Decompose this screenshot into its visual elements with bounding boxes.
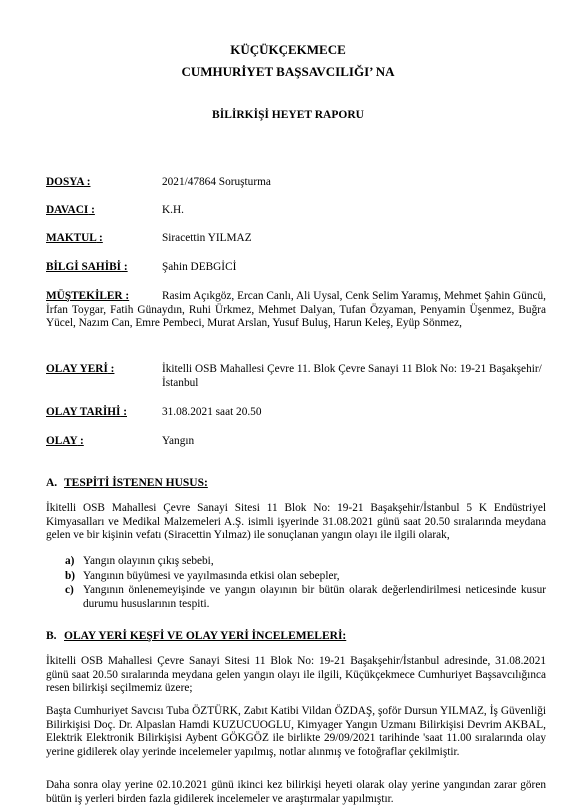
field-label: OLAY YERİ : bbox=[46, 363, 115, 375]
field-label: DAVACI : bbox=[46, 204, 95, 216]
field-label: MÜŞTEKİLER : bbox=[46, 290, 130, 302]
section-a-paragraph: İkitelli OSB Mahallesi Çevre Sanayi Sitesi 11 Blok No: 19-21 Başakşehir/İstanbul 5 K Endüstriyel Kimyasalları ve Medikal Malzemeleri A.Ş. isimli işyerinde 31.08.2021 günü saat 20.50 sıralarında meydana gelen ve bir kişinin vefatı (Siracettin Yılmaz) ile sonuçlanan yangın olayı ile ilgili olarak, bbox=[46, 502, 546, 542]
section-title: OLAY YERİ KEŞFİ VE OLAY YERİ İNCELEMELERİ: bbox=[64, 630, 347, 642]
list-item bbox=[65, 555, 546, 569]
list-item bbox=[65, 584, 546, 611]
field-value: K.H. bbox=[162, 204, 184, 216]
list-item-text: Yangının önlenemeyişinde ve yangın olayının bir bütün olarak değerlendirilmesi neticesinde kusur durumu hususlarının tespiti. bbox=[83, 584, 546, 610]
field-value: Siracettin YILMAZ bbox=[162, 232, 252, 244]
field-value: Yangın bbox=[162, 435, 195, 447]
list-marker: a) bbox=[65, 555, 75, 567]
field-label: OLAY TARİHİ : bbox=[46, 406, 127, 418]
field-label: DOSYA : bbox=[46, 176, 91, 188]
field-value: 31.08.2021 saat 20.50 bbox=[162, 406, 262, 418]
field-value: İkitelli OSB Mahallesi Çevre 11. Blok Çevre Sanayi 11 Blok No: 19-21 Başakşehir/İstanbul bbox=[162, 363, 542, 389]
field-label: OLAY : bbox=[46, 435, 84, 447]
section-number: B. bbox=[46, 630, 57, 642]
section-b-paragraph-2: Başta Cumhuriyet Savcısı Tuba ÖZTÜRK, Zabıt Katibi Vildan ÖZDAŞ, şoför Dursun YILMAZ, İş Güvenliği Bilirkişisi Doç. Dr. Alpaslan Hamdi KUZUCUOGLU, Kimyager Yangın Uzmanı Bilirkişisi Devrim AKBAL, Elektrik Elektronik Bilirkişisi Aybent GÖKGÖZ ile birlikte 29/09/2021 tarihinde 'saat 11.00 sıralarında olay yerine gidilerek olay yerinde incelemeler yapılmış, notlar alınmış ve fotoğraflar çekilmiştir. bbox=[46, 705, 546, 758]
section-number: A. bbox=[46, 477, 58, 489]
field-value: Rasim Açıkgöz, Ercan Canlı, Ali Uysal, Cenk Selim Yaramış, Mehmet Şahin Güncü, İrfan Toygar, Fatih Günaydın, Ruhi Ürkmez, Mehmet Dalyan, Tufan Özyaman, Penyamin Üşenmez, Buğra Yücel, Nazım Can, Emre Pembeci, Murat Arslan, Yusuf Buluş, Harun Keleş, Eyüp Sönmez, bbox=[46, 290, 546, 330]
section-b-paragraph-1: İkitelli OSB Mahallesi Çevre Sanayi Sitesi 11 Blok No: 19-21 Başakşehir/İstanbul adresinde, 31.08.2021 günü saat 20.50 sıralarında meydana gelen yangın olayı ile ilgili, Küçükçekmece Cumhuriyet Başsavcılığınca resen bilirkişi seçilmemiz üzere; bbox=[46, 655, 546, 695]
court-name-line2: CUMHURİYET BAŞSAVCILIĞI’ NA bbox=[181, 64, 395, 79]
court-name-line1: KÜÇÜKÇEKMECE bbox=[230, 42, 346, 57]
field-value: Şahin DEBGİCİ bbox=[162, 261, 237, 273]
list-marker: b) bbox=[65, 569, 76, 582]
section-b-heading bbox=[46, 630, 546, 644]
field-value: 2021/47864 Soruşturma bbox=[162, 176, 271, 188]
section-a-list bbox=[65, 555, 546, 612]
list-item bbox=[65, 570, 546, 584]
section-a-heading bbox=[46, 477, 546, 491]
list-item-text: Yangın olayının çıkış sebebi, bbox=[83, 555, 214, 567]
list-item-text: Yangının büyümesi ve yayılmasında etkisi olan sebepler, bbox=[83, 569, 340, 582]
list-marker: c) bbox=[65, 584, 74, 597]
field-label: BİLGİ SAHİBİ : bbox=[46, 261, 128, 273]
section-b-paragraph-3: Daha sonra olay yerine 02.10.2021 günü ikinci kez bilirkişi heyeti olarak olay yerine yangından zarar gören bütün iş yerleri birden fazla gidilerek incelemeler ve araştırmalar yapılmıştır. bbox=[46, 779, 546, 805]
section-title: TESPİTİ İSTENEN HUSUS: bbox=[64, 477, 208, 489]
report-title: BİLİRKİŞİ HEYET RAPORU bbox=[212, 109, 364, 121]
field-label: MAKTUL : bbox=[46, 232, 103, 244]
